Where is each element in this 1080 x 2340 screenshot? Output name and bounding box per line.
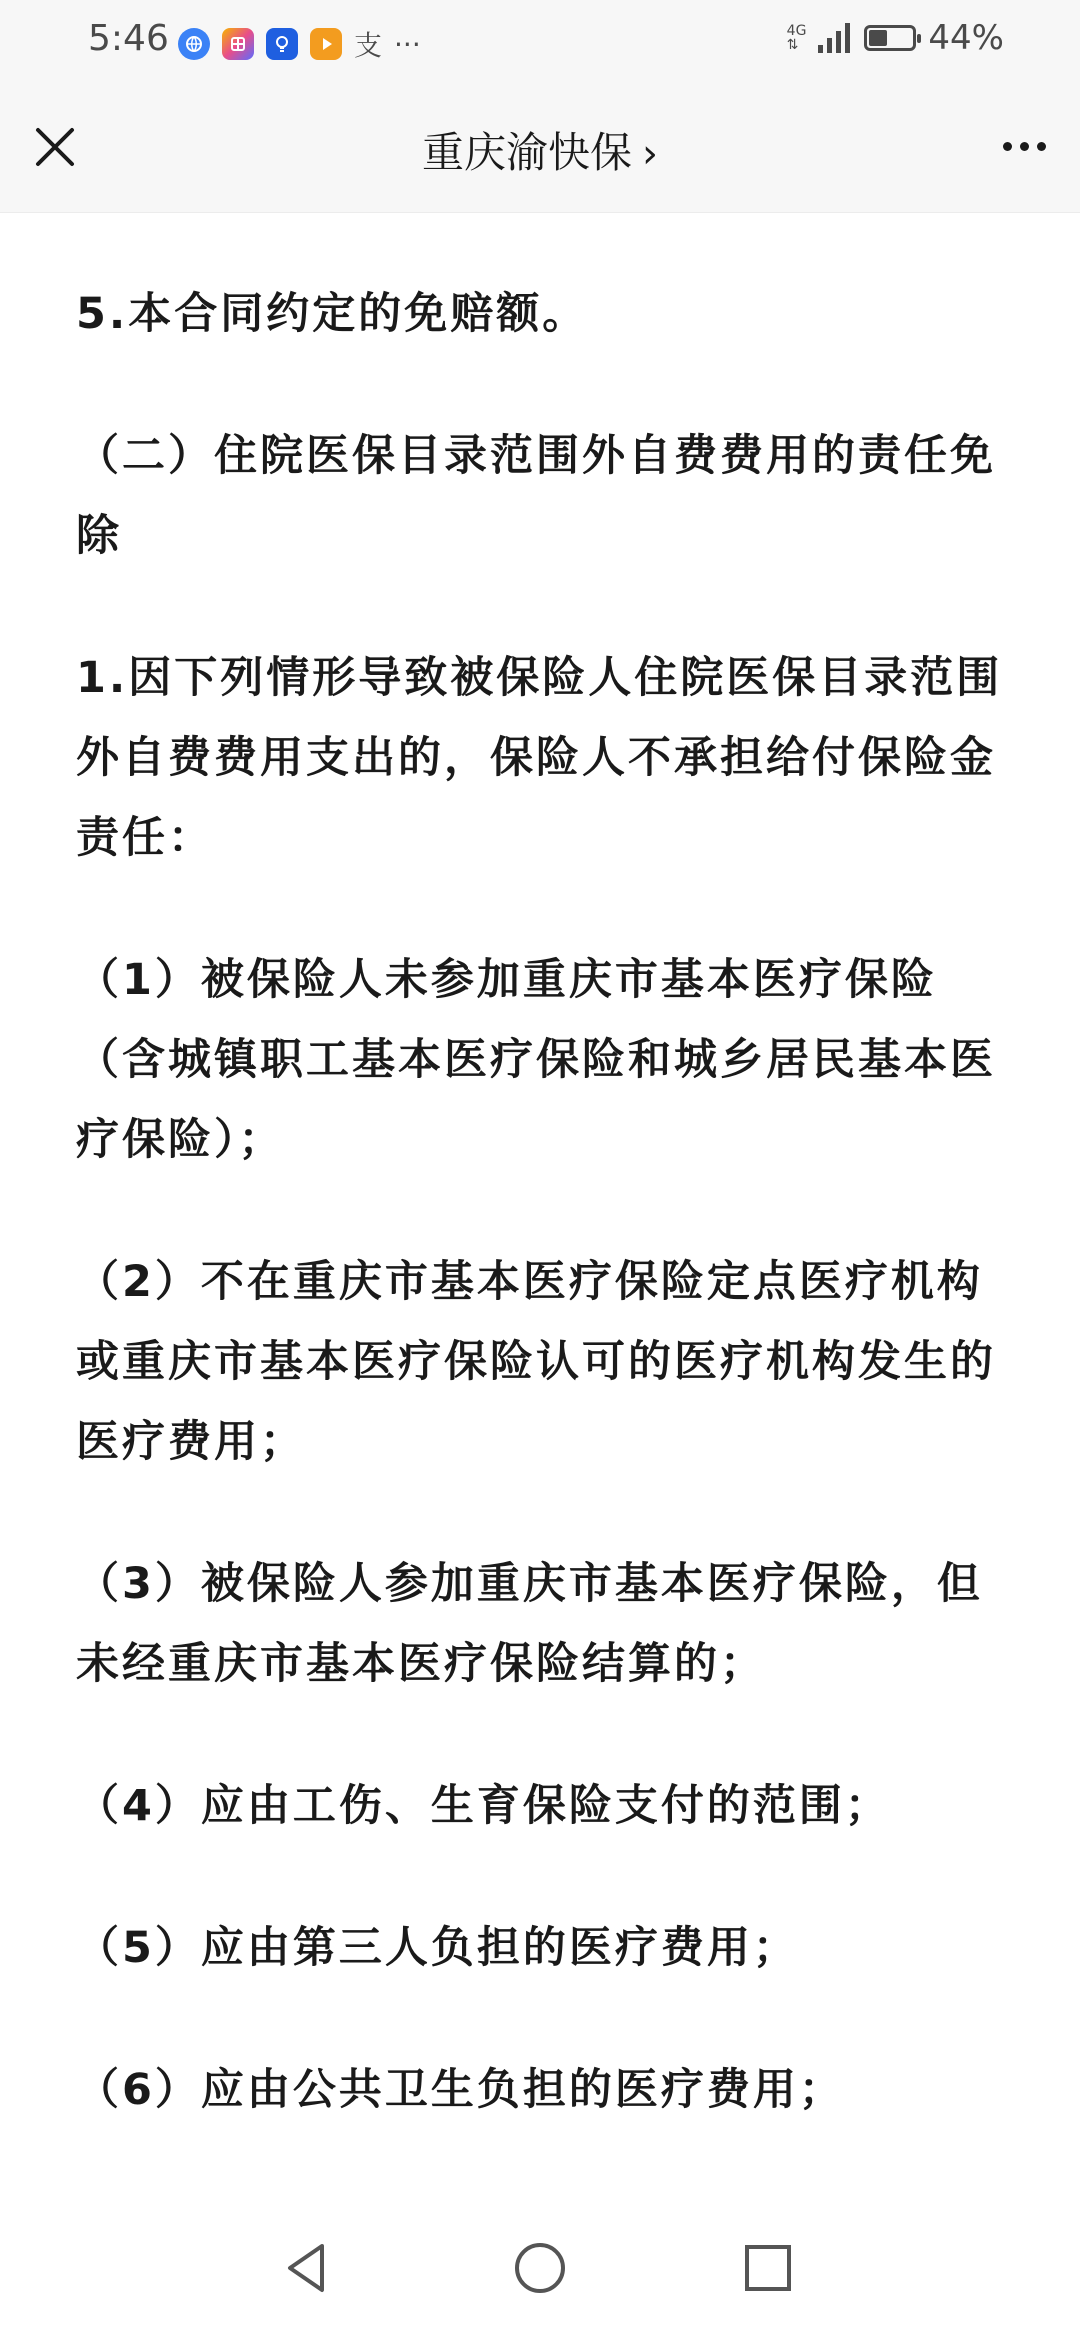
data-arrows-icon: ⇅	[786, 37, 799, 53]
list-item: （1）被保险人未参加重庆市基本医疗保险（含城镇职工基本医疗保险和城乡居民基本医疗保险）；	[76, 955, 996, 1165]
paragraph-gap	[76, 576, 1006, 638]
grid-app-icon	[222, 28, 254, 60]
list-item: （5）应由第三人负担的医疗费用；	[76, 1923, 799, 1973]
page-title[interactable]	[0, 120, 1080, 180]
paragraph-gap	[76, 1846, 1006, 1908]
paragraph-gap	[76, 1988, 1006, 2050]
more-dot	[1020, 142, 1029, 151]
more-dot	[1003, 142, 1012, 151]
list-item: （6）应由公共卫生负担的医疗费用；	[76, 2065, 845, 2115]
system-nav-bar	[0, 2210, 1080, 2340]
list-item: （2）不在重庆市基本医疗保险定点医疗机构或重庆市基本医疗保险认可的医疗机构发生的医疗费用；	[76, 1257, 996, 1467]
paragraph-gap	[76, 1704, 1006, 1766]
notification-icons	[178, 24, 421, 64]
chevron-right-icon: ›	[642, 131, 658, 177]
document-content	[76, 212, 1006, 2130]
status-bar	[0, 0, 1080, 84]
signal-icon	[818, 23, 852, 53]
paragraph: 5.本合同约定的免赔额。	[76, 289, 589, 339]
more-dot	[1037, 142, 1046, 151]
battery-level	[869, 30, 887, 46]
paragraph-gap	[76, 878, 1006, 940]
nav-bar	[0, 84, 1080, 213]
recents-square-icon[interactable]	[736, 2236, 800, 2300]
network-indicator	[787, 24, 807, 52]
status-time: 5:46	[88, 18, 169, 59]
section-heading: （二）住院医保目录范围外自费费用的责任免除	[76, 431, 996, 561]
play-app-icon	[310, 28, 342, 60]
paragraph-gap	[76, 1180, 1006, 1242]
paragraph-gap	[76, 354, 1006, 416]
alipay-icon: 支	[354, 29, 383, 62]
globe-app-icon	[178, 28, 210, 60]
more-notifications-icon: ···	[394, 27, 421, 61]
page-title-text: 重庆渝快保	[421, 128, 632, 177]
home-circle-icon[interactable]	[508, 2236, 572, 2300]
back-triangle-icon[interactable]	[276, 2236, 340, 2300]
list-item: （3）被保险人参加重庆市基本医疗保险，但未经重庆市基本医疗保险结算的；	[76, 1559, 983, 1689]
list-item: （4）应由工伤、生育保险支付的范围；	[76, 1781, 891, 1831]
battery-percent: 44%	[928, 18, 1004, 58]
bulb-app-icon	[266, 28, 298, 60]
more-icon[interactable]	[1003, 142, 1046, 151]
network-label: 4G	[786, 23, 807, 39]
paragraph-gap	[76, 1482, 1006, 1544]
paragraph: 1.因下列情形导致被保险人住院医保目录范围外自费费用支出的，保险人不承担给付保险金责任：	[76, 653, 1003, 863]
status-right	[787, 18, 1004, 58]
battery-icon	[864, 25, 916, 51]
